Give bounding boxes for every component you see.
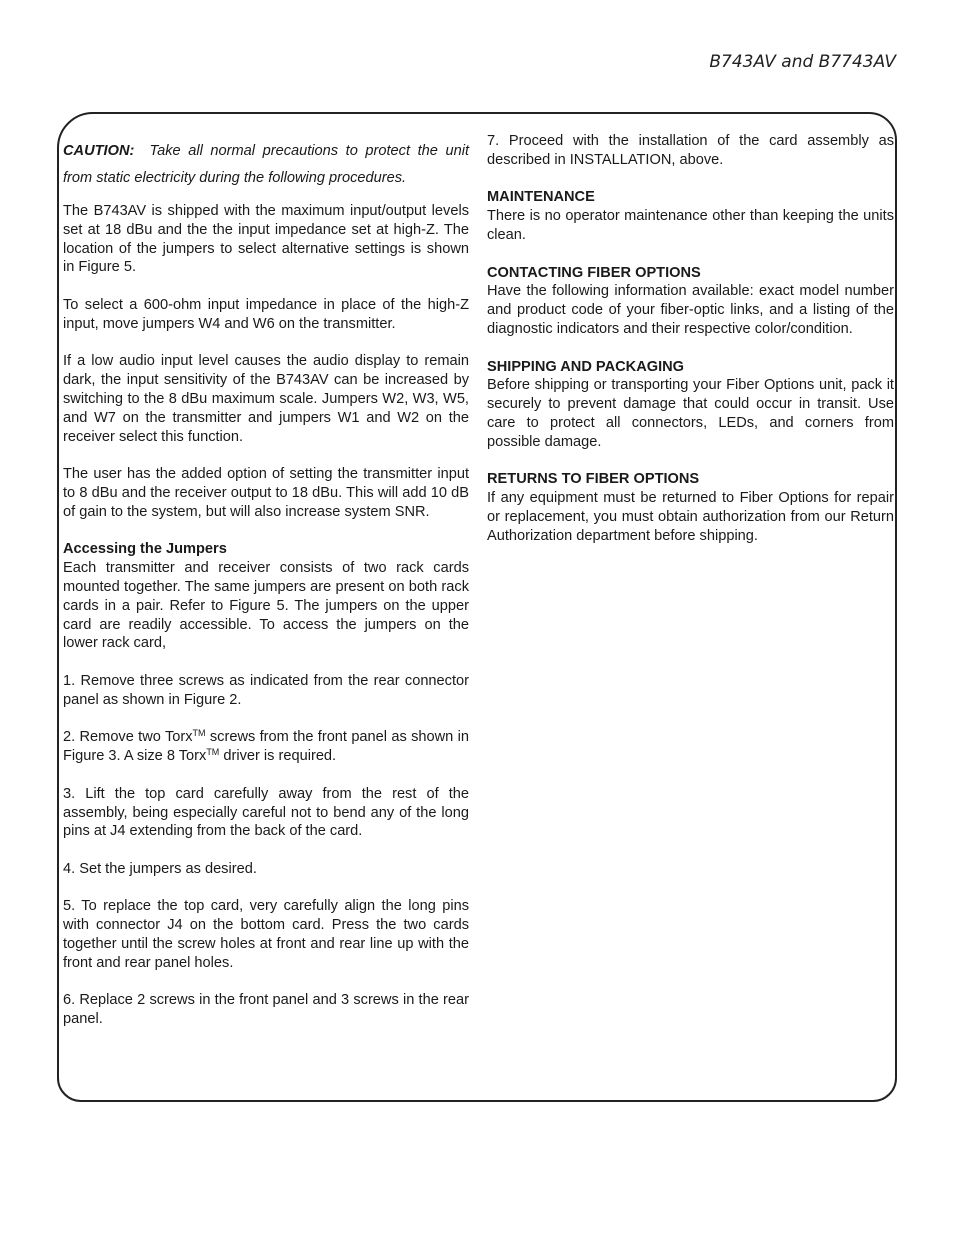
right-column	[487, 132, 894, 546]
step-1: 1. Remove three screws as indicated from the rear connector panel as shown in Figure 2.	[63, 672, 469, 708]
paragraph-gain: The user has the added option of setting the transmitter input to 8 dBu and the receiver output to 18 dBu. This will add 10 dB of gain to the system, but will also increase system SNR.	[63, 466, 469, 520]
trademark-mark: TM	[192, 728, 206, 739]
paragraph-contacting: Have the following information available: exact model number and product code of your fiber-optic links, and a listing of the diagnostic indicators and their respective color/condition.	[487, 283, 894, 337]
heading-returns: RETURNS TO FIBER OPTIONS	[487, 471, 700, 488]
caution-label: CAUTION:	[63, 143, 135, 159]
step-2	[63, 728, 469, 766]
heading-contacting: CONTACTING FIBER OPTIONS	[487, 264, 701, 281]
step-2-part-b: screws from the front panel as shown in Figure 3. A size 8 Torx	[63, 729, 469, 765]
step-3: 3. Lift the top card carefully away from the rest of the assembly, being especially careful not to bend any of the long pins at J4 extending from the back of the card.	[63, 785, 469, 840]
step-4: 4. Set the jumpers as desired.	[63, 860, 257, 877]
heading-maintenance: MAINTENANCE	[487, 189, 595, 206]
paragraph-impedance: To select a 600-ohm input impedance in place of the high-Z input, move jumpers W4 and W6 on the transmitter.	[63, 296, 469, 332]
heading-shipping: SHIPPING AND PACKAGING	[487, 358, 685, 375]
paragraph-returns: If any equipment must be returned to Fiber Options for repair or replacement, you must obtain authorization from our Return Authorization department before shipping.	[487, 490, 894, 544]
header-title: B743AV and B7743AV	[709, 52, 896, 72]
paragraph-rack-cards: Each transmitter and receiver consists of two rack cards mounted together. The same jumpers are present on both rack cards in a pair. Refer to Figure 5. The jumpers on the upper card are readily accessible. To access the jumpers on the lower rack card,	[63, 560, 469, 652]
step-2-part-a: 2. Remove two Torx	[63, 729, 193, 746]
step-6: 6. Replace 2 screws in the front panel and 3 screws in the rear panel.	[63, 992, 469, 1028]
heading-accessing-jumpers: Accessing the Jumpers	[63, 541, 227, 558]
paragraph-sensitivity: If a low audio input level causes the audio display to remain dark, the input sensitivity of the B743AV can be increased by switching to the 8 dBu maximum scale. Jumpers W2, W3, W5, and W7 on the transmitter and jumpers W1 and W2 on the receiver select this function.	[63, 353, 469, 445]
step-2-part-c: driver is required.	[219, 748, 337, 765]
paragraph-maintenance: There is no operator maintenance other than keeping the units clean.	[487, 208, 894, 243]
caution-note	[63, 138, 469, 192]
trademark-mark: TM	[206, 747, 220, 758]
step-7: 7. Proceed with the installation of the card assembly as described in INSTALLATION, above.	[487, 133, 894, 168]
left-column	[63, 138, 469, 1029]
paragraph-shipping: Before shipping or transporting your Fiber Options unit, pack it securely to prevent damage that could occur in transit. Use care to protect all connectors, LEDs, and corners from possible damage.	[487, 377, 894, 450]
caution-text: Take all normal precautions to protect the unit from static electricity during the following procedures.	[63, 143, 470, 186]
step-5: 5. To replace the top card, very carefully align the long pins with connector J4 on the bottom card. Press the two cards together until the screw holes at front and rear line up with the front and rear panel holes.	[63, 898, 469, 971]
paragraph-levels: The B743AV is shipped with the maximum input/output levels set at 18 dBu and the the input impedance set at high-Z. The location of the jumpers to select alternative settings is shown in Figure 5.	[63, 203, 469, 276]
